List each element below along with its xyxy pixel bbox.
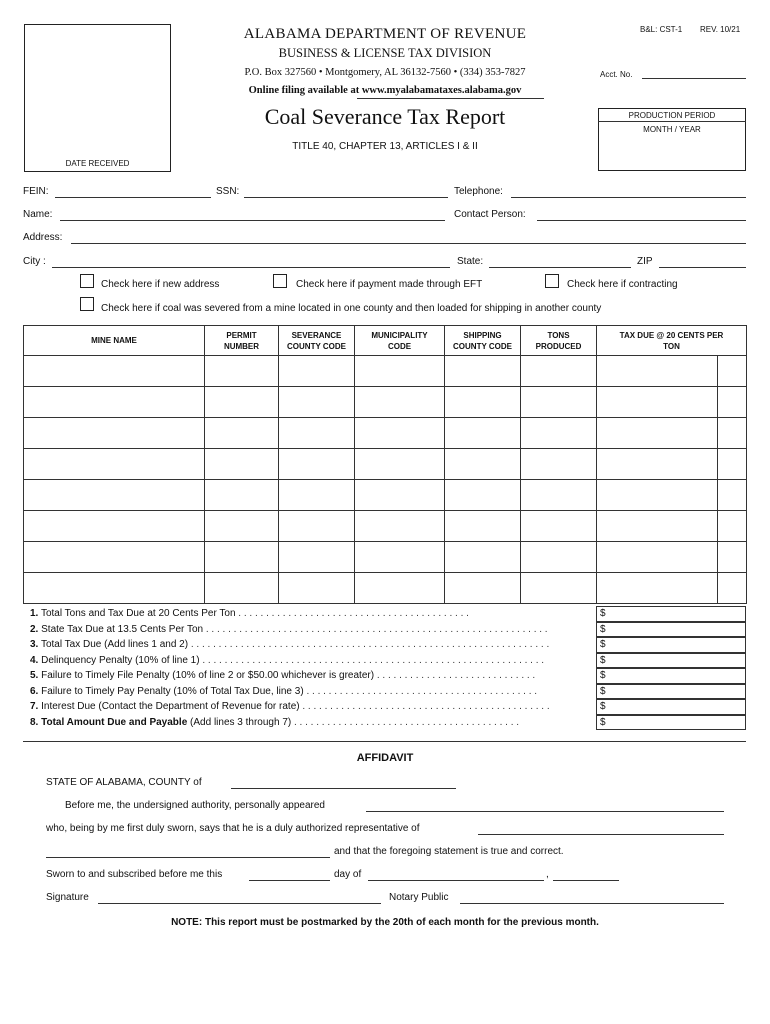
acct-no-field[interactable]: [642, 78, 746, 79]
total-line-text: Total Tax Due (Add lines 1 and 2): [40, 639, 189, 650]
shipping-county-cell[interactable]: [445, 449, 521, 480]
municipality-cell[interactable]: [355, 480, 445, 511]
total-line-3: [30, 639, 590, 650]
shipping-county-cell[interactable]: [445, 542, 521, 573]
total-line-leader: . . . . . . . . . . . . . . . . . . . . . . . . . . . . . . . . . . . . . . . . . .: [303, 685, 538, 697]
comma-label: ,: [546, 869, 549, 880]
address-field[interactable]: [71, 243, 746, 244]
postmark-note: NOTE: This report must be postmarked by the 20th of each month for the previous month.: [171, 917, 599, 928]
mine-name-cell[interactable]: [24, 480, 205, 511]
tax-due-dollars-cell[interactable]: [597, 480, 718, 511]
col-severance-county-code: [279, 326, 355, 356]
tax-due-cents-cell[interactable]: [718, 418, 747, 449]
dept-address: P.O. Box 327560 • Montgomery, AL 36132-7560 • (334) 353-7827: [244, 67, 526, 78]
severance-county-header: SEVERANCE COUNTY CODE: [287, 330, 346, 351]
total-line-leader: . . . . . . . . . . . . . . . . . . . . . . . . . . . . . . . . . . . . . . . . . . . . . . . . . . . . . . . . . . . . . .: [199, 654, 545, 666]
mine-row: [24, 449, 747, 480]
mine-row: [24, 480, 747, 511]
permit-number-cell[interactable]: [205, 542, 279, 573]
total-line-text: State Tax Due at 13.5 Cents Per Ton: [41, 623, 204, 635]
total-line-leader: . . . . . . . . . . . . . . . . . . . . . . . . . . . . . . . . . . . . . . . . . . . . . . . . . . . . . . . . . . . . . .: [203, 623, 548, 635]
month-year-label: MONTH / YEAR: [643, 125, 701, 134]
sworn-label: Sworn to and subscribed before me this: [46, 869, 223, 880]
online-filing[interactable]: Online filing available at www.myalabamataxes.alabama.gov: [248, 85, 522, 96]
shipping-county-cell[interactable]: [445, 387, 521, 418]
permit-number-cell[interactable]: [205, 356, 279, 387]
total-line-number: 1.: [30, 608, 39, 619]
permit-number-cell[interactable]: [205, 573, 279, 604]
form-id: B&L: CST-1: [640, 25, 683, 34]
mine-row: [24, 542, 747, 573]
name-label: Name:: [23, 209, 53, 220]
severance-county-cell[interactable]: [279, 449, 355, 480]
signature-field[interactable]: [98, 903, 381, 904]
name-field[interactable]: [60, 220, 445, 221]
col-municipality-code: [355, 326, 445, 356]
permit-number-header: PERMIT NUMBER: [223, 330, 260, 351]
mine-row: [24, 387, 747, 418]
total-line-number: 8.: [30, 716, 39, 728]
shipping-county-cell[interactable]: [445, 418, 521, 449]
permit-number-cell[interactable]: [205, 449, 279, 480]
who-being-label: who, being by me first duly sworn, says that he is a duly authorized representative of: [46, 823, 420, 834]
mine-row: [24, 573, 747, 604]
permit-number-cell[interactable]: [205, 480, 279, 511]
total-line-1: [30, 608, 590, 619]
tax-due-dollars-cell[interactable]: [597, 573, 718, 604]
tax-due-dollars-cell[interactable]: [597, 387, 718, 418]
tons-produced-cell[interactable]: [521, 573, 597, 604]
form-revision: REV. 10/21: [700, 25, 741, 34]
tax-due-header: TAX DUE @ 20 CENTS PER TON: [619, 330, 724, 351]
signature-label: Signature: [46, 892, 89, 903]
severance-county-cell[interactable]: [279, 480, 355, 511]
fein-label: FEIN:: [23, 186, 49, 197]
sworn-month-field[interactable]: [368, 880, 544, 881]
total-line-number: 6.: [30, 685, 39, 697]
tons-produced-cell[interactable]: [521, 480, 597, 511]
contracting-label: Check here if contracting: [567, 279, 678, 290]
report-subtitle: TITLE 40, CHAPTER 13, ARTICLES I & II: [292, 141, 478, 152]
tax-due-dollars-cell[interactable]: [597, 418, 718, 449]
col-tons-produced: [521, 326, 597, 356]
date-received-label: DATE RECEIVED: [65, 159, 130, 168]
ssn-field[interactable]: [244, 197, 448, 198]
contact-label: Contact Person:: [454, 209, 526, 220]
severance-county-cell[interactable]: [279, 356, 355, 387]
severance-county-cell[interactable]: [279, 511, 355, 542]
total-line-5: [30, 670, 590, 681]
appeared-field[interactable]: [366, 811, 724, 812]
mine-row: [24, 418, 747, 449]
tax-due-cents-cell[interactable]: [718, 542, 747, 573]
company-field[interactable]: [46, 857, 330, 858]
total-line-6: [30, 686, 590, 697]
total-amount-field-6[interactable]: $: [596, 684, 746, 700]
severance-county-cell[interactable]: [279, 387, 355, 418]
tons-produced-cell[interactable]: [521, 387, 597, 418]
state-label: State:: [457, 256, 484, 267]
tax-due-cents-cell[interactable]: [718, 573, 747, 604]
sworn-year-field[interactable]: [553, 880, 619, 881]
total-amount-field-1[interactable]: $: [596, 606, 746, 622]
acct-no-label: Acct. No.: [600, 70, 633, 79]
total-line-text: Failure to Timely File Penalty (10% of line 2 or $50.00 whichever is greater): [41, 670, 375, 681]
mine-name-cell[interactable]: [24, 418, 205, 449]
permit-number-cell[interactable]: [205, 387, 279, 418]
eft-checkbox[interactable]: [273, 274, 287, 288]
total-line-number: 4.: [30, 654, 39, 666]
municipality-cell[interactable]: [355, 418, 445, 449]
tax-due-dollars-cell[interactable]: [597, 542, 718, 573]
mine-name-cell[interactable]: [24, 511, 205, 542]
severance-county-cell[interactable]: [279, 418, 355, 449]
total-line-leader: . . . . . . . . . . . . . . . . . . . . . . . . . . . . . . . . . . . . . . . . . . . . . . . . . . . . . . . . . . . . . . . . .: [188, 639, 550, 650]
severance-county-cell[interactable]: [279, 542, 355, 573]
date-received-box: [24, 24, 171, 172]
tons-produced-cell[interactable]: [521, 511, 597, 542]
mine-name-cell[interactable]: [24, 449, 205, 480]
day-of-label: day of: [334, 869, 362, 880]
total-line-text: Delinquency Penalty (10% of line 1): [41, 654, 200, 666]
severed-checkbox[interactable]: [80, 297, 94, 311]
state-field[interactable]: [489, 267, 631, 268]
municipality-cell[interactable]: [355, 449, 445, 480]
municipality-cell[interactable]: [355, 542, 445, 573]
affidavit-title: AFFIDAVIT: [356, 752, 414, 764]
tax-due-dollars-cell[interactable]: [597, 356, 718, 387]
municipality-cell[interactable]: [355, 573, 445, 604]
total-line-number: 7.: [30, 701, 39, 712]
severance-county-cell[interactable]: [279, 573, 355, 604]
municipality-cell[interactable]: [355, 511, 445, 542]
zip-field[interactable]: [659, 267, 746, 268]
mine-name-cell[interactable]: [24, 573, 205, 604]
contracting-checkbox[interactable]: [545, 274, 559, 288]
total-line-4: [30, 655, 590, 666]
online-underline: [357, 98, 544, 99]
tax-due-cents-cell[interactable]: [718, 356, 747, 387]
state-county-label: STATE OF ALABAMA, COUNTY of: [46, 777, 202, 788]
total-amount-field-3[interactable]: $: [596, 637, 746, 653]
before-me-label: Before me, the undersigned authority, personally appeared: [65, 800, 325, 811]
report-title: Coal Severance Tax Report: [264, 104, 506, 129]
shipping-county-cell[interactable]: [445, 573, 521, 604]
total-line-bold-text: Total Amount Due and Payable: [41, 716, 188, 728]
total-amount-field-4[interactable]: $: [596, 653, 746, 669]
total-amount-field-5[interactable]: $: [596, 668, 746, 684]
total-amount-field-7[interactable]: $: [596, 699, 746, 715]
col-permit-number: [205, 326, 279, 356]
address-label: Address:: [23, 232, 63, 243]
total-line-text: Failure to Timely Pay Penalty (10% of Total Tax Due, line 3): [41, 685, 304, 697]
mine-row: [24, 356, 747, 387]
notary-field[interactable]: [460, 903, 724, 904]
total-amount-field-8[interactable]: $: [596, 715, 746, 731]
municipality-header: MUNICIPALITY CODE: [371, 330, 428, 351]
tax-due-dollars-cell[interactable]: [597, 449, 718, 480]
total-line-leader: . . . . . . . . . . . . . . . . . . . . . . . . . . . . . . . . . . . . . . . . . . . . .: [299, 701, 550, 712]
total-line-text: Interest Due (Contact the Department of Revenue for rate): [41, 701, 300, 712]
total-line-leader: . . . . . . . . . . . . . . . . . . . . . . . . . . . . .: [374, 670, 536, 681]
total-line-number: 3.: [30, 639, 39, 650]
eft-label: Check here if payment made through EFT: [296, 279, 483, 290]
tons-produced-cell[interactable]: [521, 418, 597, 449]
telephone-field[interactable]: [511, 197, 746, 198]
tax-due-cents-cell[interactable]: [718, 480, 747, 511]
representative-field[interactable]: [478, 834, 724, 835]
tax-due-cents-cell[interactable]: [718, 449, 747, 480]
col-mine-name: MINE NAME: [24, 326, 205, 356]
col-tax-due: [597, 326, 747, 356]
ssn-label: SSN:: [216, 186, 240, 197]
total-line-number: 5.: [30, 670, 39, 681]
total-line-7: [30, 701, 590, 712]
tax-due-dollars-cell[interactable]: [597, 511, 718, 542]
telephone-label: Telephone:: [454, 186, 503, 197]
total-line-text: Total Tons and Tax Due at 20 Cents Per Ton: [40, 608, 236, 619]
city-label: City :: [23, 256, 46, 267]
new-address-checkbox[interactable]: [80, 274, 94, 288]
tons-produced-cell[interactable]: [521, 542, 597, 573]
mine-name-cell[interactable]: [24, 356, 205, 387]
notary-label: Notary Public: [389, 892, 449, 903]
sworn-day-field[interactable]: [249, 880, 330, 881]
fein-field[interactable]: [55, 197, 211, 198]
shipping-county-header: SHIPPING COUNTY CODE: [453, 330, 512, 351]
shipping-county-cell[interactable]: [445, 480, 521, 511]
contact-field[interactable]: [537, 220, 746, 221]
tons-produced-cell[interactable]: [521, 449, 597, 480]
severed-label: Check here if coal was severed from a mine located in one county and then loaded for shipping in another county: [101, 303, 602, 314]
total-line-number: 2.: [30, 623, 39, 635]
permit-number-cell[interactable]: [205, 511, 279, 542]
tons-produced-cell[interactable]: [521, 356, 597, 387]
and-that-label: and that the foregoing statement is true and correct.: [334, 846, 564, 857]
municipality-cell[interactable]: [355, 387, 445, 418]
total-line-2: [30, 624, 590, 635]
city-field[interactable]: [52, 267, 450, 268]
division-name: BUSINESS & LICENSE TAX DIVISION: [278, 46, 492, 60]
zip-label: ZIP: [637, 256, 653, 267]
affidavit-divider: [23, 741, 746, 742]
mine-row: [24, 511, 747, 542]
col-shipping-county-code: [445, 326, 521, 356]
county-field[interactable]: [231, 788, 456, 789]
production-period-label: PRODUCTION PERIOD: [628, 111, 716, 120]
shipping-county-cell[interactable]: [445, 511, 521, 542]
tax-due-cents-cell[interactable]: [718, 511, 747, 542]
mine-name-cell[interactable]: [24, 387, 205, 418]
dept-name: ALABAMA DEPARTMENT OF REVENUE: [243, 26, 527, 42]
mine-name-cell[interactable]: [24, 542, 205, 573]
permit-number-cell[interactable]: [205, 418, 279, 449]
total-line-leader: . . . . . . . . . . . . . . . . . . . . . . . . . . . . . . . . . . . . . . . . . .: [235, 608, 469, 619]
total-line-8: [30, 717, 590, 728]
shipping-county-cell[interactable]: [445, 356, 521, 387]
production-period-divider: [598, 121, 746, 122]
total-amount-field-2[interactable]: $: [596, 622, 746, 638]
total-line-leader: . . . . . . . . . . . . . . . . . . . . . . . . . . . . . . . . . . . . . . . . .: [291, 716, 520, 728]
new-address-label: Check here if new address: [101, 279, 220, 290]
municipality-cell[interactable]: [355, 356, 445, 387]
total-line-text: (Add lines 3 through 7): [187, 716, 292, 728]
mines-table: [23, 325, 747, 604]
tons-produced-header: TONS PRODUCED: [535, 330, 582, 351]
tax-due-cents-cell[interactable]: [718, 387, 747, 418]
